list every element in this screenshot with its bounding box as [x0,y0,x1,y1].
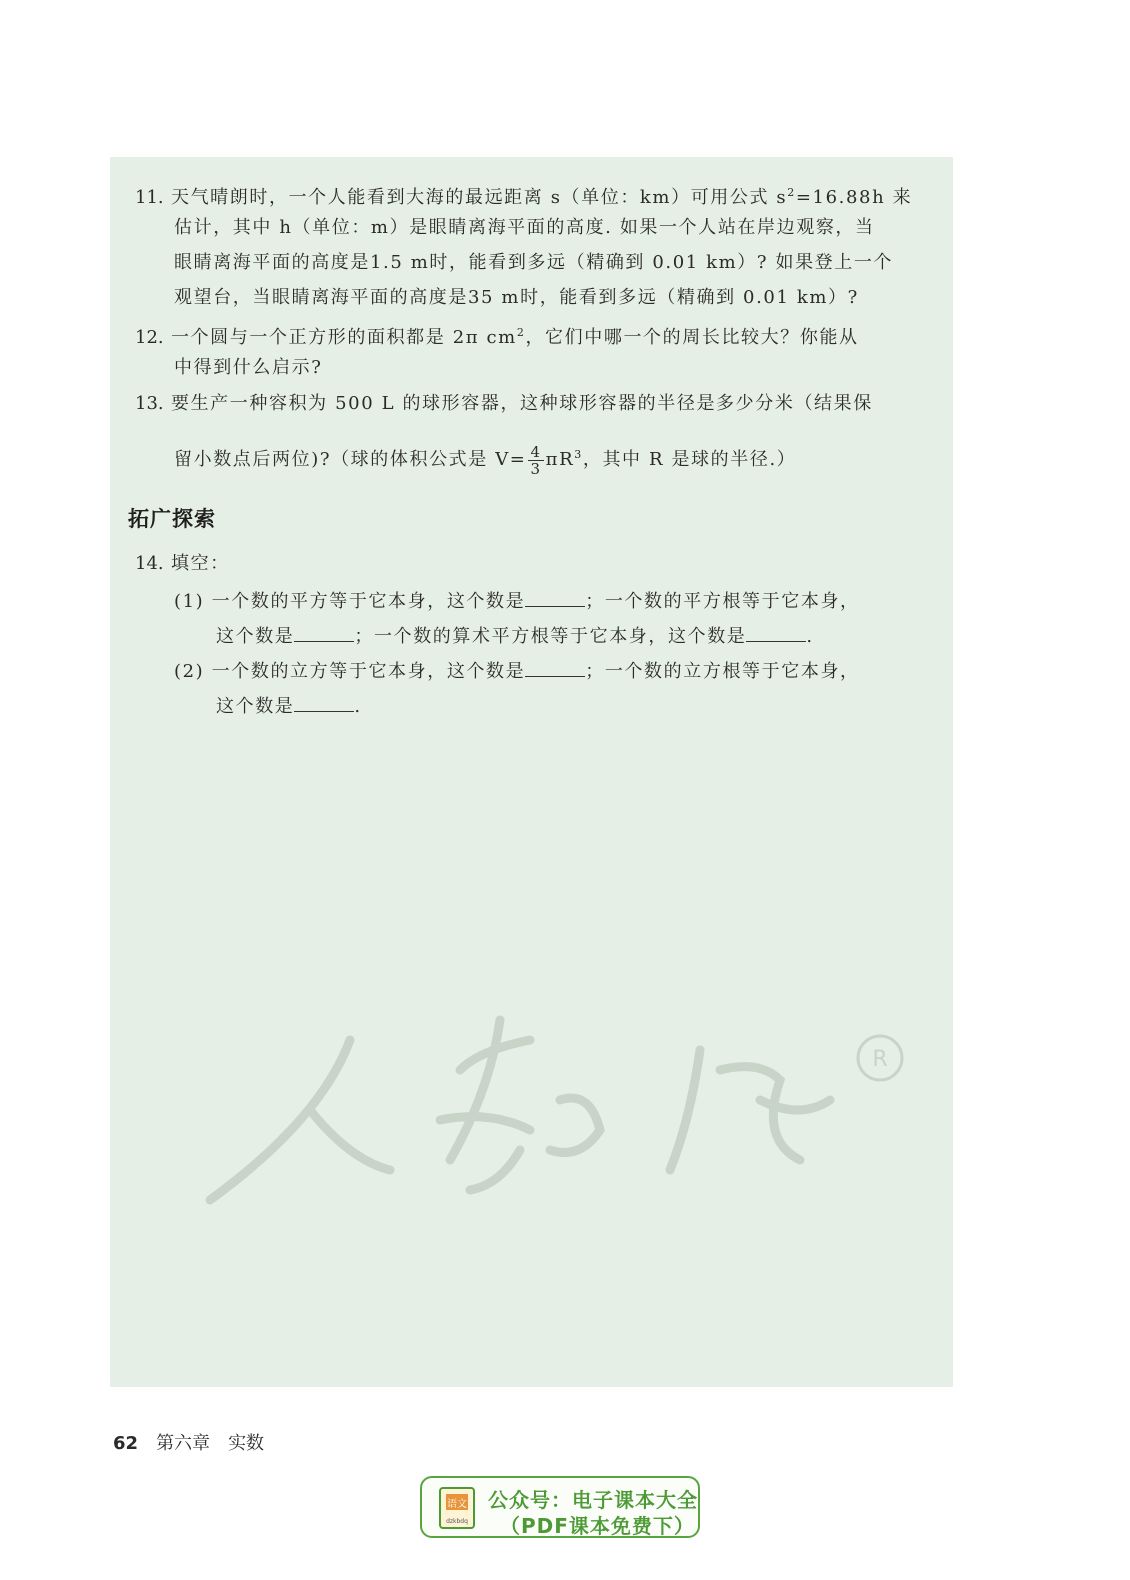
wechat-badge[interactable] [420,1476,700,1538]
problem-12-line-1: 12. 一个圆与一个正方形的面积都是 2π $cm^2$，它们中哪一个的周长比较大？你能从 [135,326,859,348]
publisher-watermark [200,1010,920,1220]
badge-line-2: （PDF课本免费下） [500,1514,695,1538]
answer-blank[interactable] [294,693,354,712]
problem-14-sub1-line-2: 这个数是 ；一个数的算术平方根等于它本身，这个数是 . [216,623,814,649]
chapter-title: 实数 [228,1433,265,1454]
book-icon [436,1485,480,1533]
problem-12-line-2: 中得到什么启示? [174,357,323,378]
problem-11-line-4: 观望台，当眼睛离海平面的高度是35 m时，能看到多远（精确到 0.01 km）? [174,287,859,308]
svg-text:语文: 语文 [447,1499,467,1510]
problem-11-line-3: 眼睛离海平面的高度是1.5 m时，能看到多远（精确到 0.01 km）? 如果登上一个 [174,252,894,273]
problem-14-sub1-line-1: (1) 一个数的平方等于它本身，这个数是 ；一个数的平方根等于它本身， [174,588,860,614]
badge-line-1: 公众号：电子课本大全 [488,1488,698,1512]
page-footer [113,1429,264,1455]
problem-14-head: 14. 填空： [135,553,230,574]
problem-11-line-1: 11. 天气晴朗时，一个人能看到大海的最远距离 s（单位：km）可用公式 $s^2=16.88h$ 来 [135,186,913,208]
answer-blank[interactable] [746,623,806,642]
section-title: 拓广探索 [128,507,216,531]
page-number: 62 [113,1433,139,1454]
svg-text:dzkbdq: dzkbdq [446,1518,468,1525]
problem-14-sub2-line-2: 这个数是 . [216,693,362,719]
fraction-four-thirds: $\frac{4}{3}$ [530,442,542,478]
problem-13-line-2: 留小数点后两位)?（球的体积公式是 V= $\frac{4}{3}$ $\pi R^3$，其中 R 是球的半径.） [174,442,797,478]
answer-blank[interactable] [294,623,354,642]
chapter-label: 第六章 [156,1433,211,1454]
answer-blank[interactable] [525,658,585,677]
problem-11-line-2: 估计，其中 h（单位：m）是眼睛离海平面的高度. 如果一个人站在岸边观察，当 [174,217,875,238]
problem-14-sub2-line-1: (2) 一个数的立方等于它本身，这个数是 ；一个数的立方根等于它本身， [174,658,860,684]
problem-13-line-1: 13. 要生产一种容积为 500 L 的球形容器，这种球形容器的半径是多少分米（结果保 [135,393,873,414]
svg-text:R: R [872,1047,888,1072]
answer-blank[interactable] [525,588,585,607]
